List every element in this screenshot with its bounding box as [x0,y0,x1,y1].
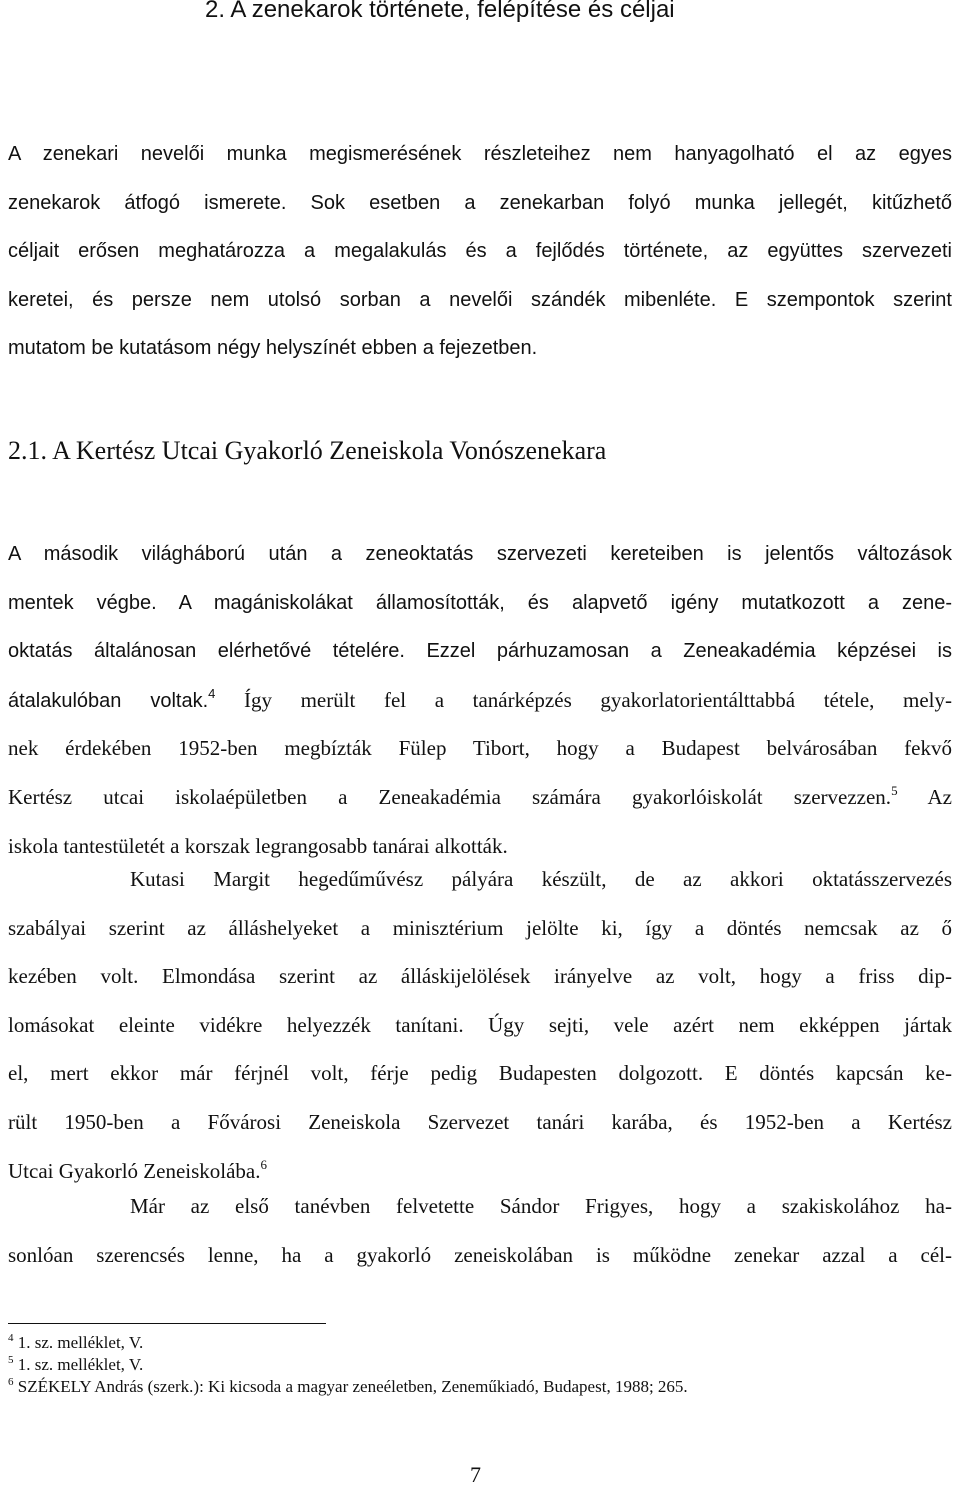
footnote-divider [8,1323,326,1324]
body-text: Így merült fel a tanárképzés gyakorlatorientálttabbá tétele, mely- [215,687,952,712]
footnote-number: 5 [8,1354,14,1366]
body-line: lomásokat eleinte vidékre helyezzék tanítani. Úgy sejti, vele azért nem ekképpen jártak [8,1012,952,1037]
intro-line: céljait erősen meghatározza a megalakulás és a fejlődés története, az együttes szervezeti [8,240,952,263]
body-line: nek érdekében 1952-ben megbízták Fülep Tibort, hogy a Budapest belvárosában fekvő [8,736,952,761]
body-line [8,773,952,822]
body-line: el, mert ekkor már férjnél volt, férje pedig Budapesten dolgozott. E döntés kapcsán ke- [8,1061,952,1086]
body-line [8,676,952,725]
body-line: iskola tantestületét a korszak legrangosabb tanárai alkották. [8,833,508,858]
footnote-ref: 6 [260,1156,267,1172]
body-line: sonlóan szerencsés lenne, ha a gyakorló zeneiskolában is működne zenekar azzal a cél- [8,1242,952,1267]
body-text: Utcai Gyakorló Zeneiskolába. [8,1158,261,1183]
body-line: rült 1950-ben a Fővárosi Zeneiskola Szervezet tanári karába, és 1952-ben a Kertész [8,1109,952,1134]
body-line: A második világháború után a zeneoktatás szervezeti kereteiben is jelentős változások [8,543,952,565]
footnote-ref: 4 [208,685,216,701]
footnote [8,1332,688,1354]
body-line: kezében volt. Elmondása szerint az álláskijelölések irányelve az volt, hogy a friss dip- [8,964,952,989]
body-line: Kutasi Margit hegedűművész pályára készült, de az akkori oktatásszervezés [130,867,952,891]
body-line: szabályai szerint az álláshelyeket a minisztérium jelölte ki, így a döntés nemcsak az ő [8,915,952,940]
chapter-title: 2. A zenekarok története, felépítése és céljai [205,0,675,23]
footnote [8,1354,688,1376]
footnote-text: SZÉKELY András (szerk.): Ki kicsoda a magyar zeneéletben, Zeneműkiadó, Budapest, 1988; 265. [13,1377,688,1396]
intro-line: A zenekari nevelői munka megismerésének részleteihez nem hanyagolható el az egyes [8,143,952,165]
intro-line: zenekarok átfogó ismerete. Sok esetben a zenekarban folyó munka jellegét, kitűzhető [8,191,952,214]
paragraph-kutasi [8,855,952,1195]
section-title: 2.1. A Kertész Utcai Gyakorló Zeneiskola Vonószenekara [8,436,607,465]
body-text: Kertész utcai iskolaépületben a Zeneakadémia számára gyakorlóiskolát szervezzen. [8,784,892,809]
intro-line: mutatom be kutatásom négy helyszínét ebben a fejezetben. [8,337,538,360]
body-line: Már az első tanévben felvetette Sándor Frigyes, hogy a szakiskolához ha- [130,1194,952,1218]
footnotes [8,1332,688,1398]
intro-line: keretei, és persze nem utolsó sorban a nevelői szándék mibenléte. E szempontok szerint [8,288,952,311]
footnote-text: 1. sz. melléklet, V. [13,1355,144,1374]
footnote-number: 6 [8,1376,14,1388]
paragraph-sandor [8,1182,952,1279]
body-text: átalakulóban voltak. [8,689,209,712]
footnote-text: 1. sz. melléklet, V. [13,1333,144,1352]
footnote [8,1376,688,1398]
page-number: 7 [470,1462,481,1487]
body-line: oktatás általánosan elérhetővé tételére. Ezzel párhuzamosan a Zeneakadémia képzései is [8,640,952,663]
body-line: mentek végbe. A magániskolákat államosították, és alapvető igény mutatkozott a zene- [8,591,952,614]
body-text: Az [897,784,953,809]
section-paragraph [8,530,952,870]
intro-paragraph [8,130,952,373]
footnote-number: 4 [8,1332,14,1344]
footnote-ref: 5 [891,782,898,798]
